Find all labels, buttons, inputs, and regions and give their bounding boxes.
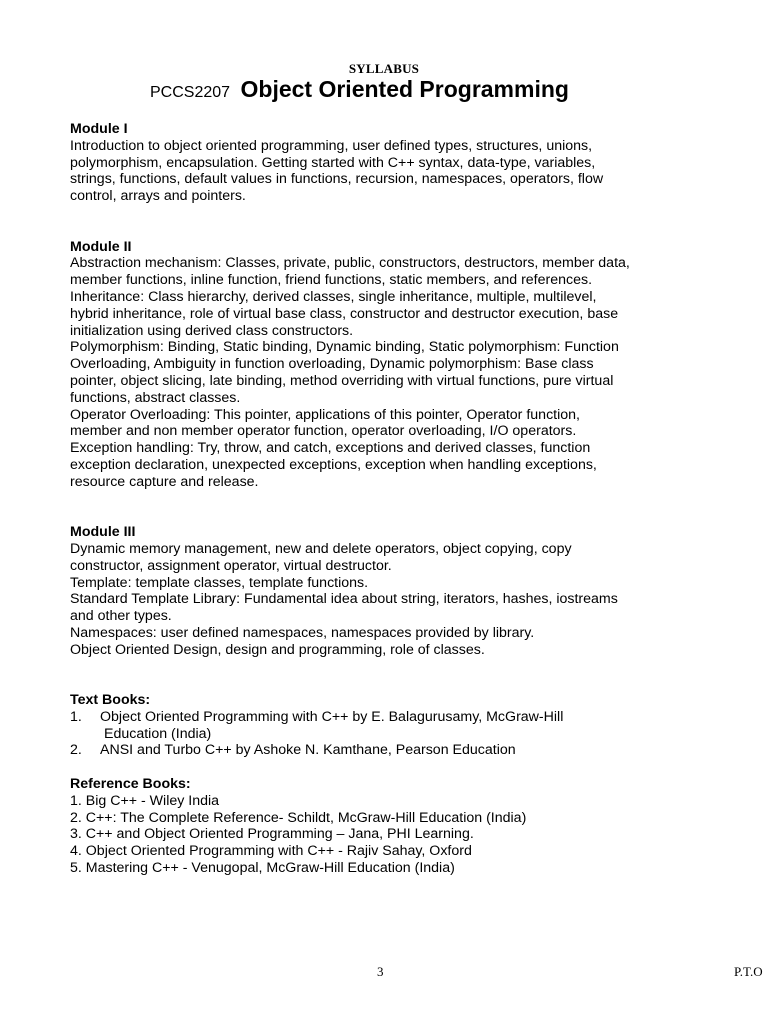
module-3-line: constructor, assignment operator, virtual destructor. [70, 557, 392, 574]
reference-book-item: 4. Object Oriented Programming with C++ - Rajiv Sahay, Oxford [70, 843, 472, 860]
module-2-section [70, 239, 750, 491]
page-number: 3 [377, 964, 384, 979]
module-1-line: strings, functions, default values in functions, recursion, namespaces, operators, flow [70, 171, 604, 188]
spacer [70, 759, 750, 776]
text-books-section [70, 692, 750, 759]
module-3-title: Module III [70, 524, 136, 541]
module-3-line: Object Oriented Design, design and programming, role of classes. [70, 641, 485, 658]
module-2-line: initialization using derived class constructors. [70, 322, 354, 339]
text-book-continuation: Education (India) [104, 725, 212, 742]
text-book-number: 1. [70, 708, 82, 725]
reference-book-item: 5. Mastering C++ - Venugopal, McGraw-Hill Education (India) [70, 860, 455, 877]
module-1-title: Module I [70, 121, 128, 137]
module-2-line: hybrid inheritance, role of virtual base class, constructor and destructor execution, base [70, 305, 619, 322]
text-book-item [70, 709, 750, 726]
module-3-line: Template: template classes, template functions. [70, 574, 369, 591]
reference-books-title: Reference Books: [70, 776, 191, 793]
module-3-line: Standard Template Library: Fundamental idea about string, iterators, hashes, iostreams [70, 591, 618, 608]
text-book-number: 2. [70, 742, 82, 759]
module-1-line: polymorphism, encapsulation. Getting started with C++ syntax, data-type, variables, [70, 154, 596, 171]
module-2-line: Overloading, Ambiguity in function overloading, Dynamic polymorphism: Base class [70, 356, 594, 373]
module-2-line: Polymorphism: Binding, Static binding, Dynamic binding, Static polymorphism: Function [70, 339, 619, 356]
course-title [150, 76, 569, 103]
reference-books-section [70, 776, 750, 877]
module-1-line: Introduction to object oriented programming, user defined types, structures, unions, [70, 137, 593, 154]
spacer [70, 659, 750, 693]
spacer [70, 205, 750, 239]
text-book-entry: Object Oriented Programming with C++ by E. Balagurusamy, McGraw-Hill [100, 708, 564, 725]
module-2-line: Exception handling: Try, throw, and catch, exceptions and derived classes, function [70, 440, 591, 457]
module-3-section [70, 524, 750, 658]
pto-marker: P.T.O [734, 964, 763, 979]
module-2-line: Abstraction mechanism: Classes, private, public, constructors, destructors, member data, [70, 255, 630, 272]
spacer [70, 491, 750, 525]
module-3-line: Namespaces: user defined namespaces, namespaces provided by library. [70, 624, 535, 641]
module-3-line: Dynamic memory management, new and delete operators, object copying, copy [70, 540, 572, 557]
course-name: Object Oriented Programming [240, 76, 569, 102]
syllabus-heading: SYLLABUS [348, 61, 420, 76]
course-code: PCCS2207 [150, 84, 231, 101]
module-2-line: member functions, inline function, friend functions, static members, and references. [70, 272, 593, 289]
module-2-line: pointer, object slicing, late binding, method overriding with virtual functions, pure virtual [70, 372, 614, 389]
syllabus-content [70, 121, 750, 877]
reference-book-item: 3. C++ and Object Oriented Programming – Jana, PHI Learning. [70, 826, 474, 843]
text-book-item [70, 742, 750, 759]
module-3-line: and other types. [70, 608, 172, 625]
module-2-line: member and non member operator function, operator overloading, I/O operators. [70, 423, 577, 440]
module-2-title: Module II [70, 238, 132, 255]
text-book-entry: ANSI and Turbo C++ by Ashoke N. Kamthane, Pearson Education [100, 742, 516, 759]
module-2-line: Inheritance: Class hierarchy, derived classes, single inheritance, multiple, multilevel, [70, 288, 597, 305]
module-2-line: exception declaration, unexpected exceptions, exception when handling exceptions, [70, 456, 597, 473]
reference-book-item: 2. C++: The Complete Reference- Schildt, McGraw-Hill Education (India) [70, 809, 527, 826]
module-2-line: functions, abstract classes. [70, 389, 241, 406]
module-1-section [70, 121, 750, 205]
module-1-line: control, arrays and pointers. [70, 188, 246, 205]
reference-book-item: 1. Big C++ - Wiley India [70, 792, 220, 809]
module-2-line: resource capture and release. [70, 473, 259, 490]
text-books-title: Text Books: [70, 692, 151, 709]
module-2-line: Operator Overloading: This pointer, applications of this pointer, Operator function, [70, 406, 580, 423]
